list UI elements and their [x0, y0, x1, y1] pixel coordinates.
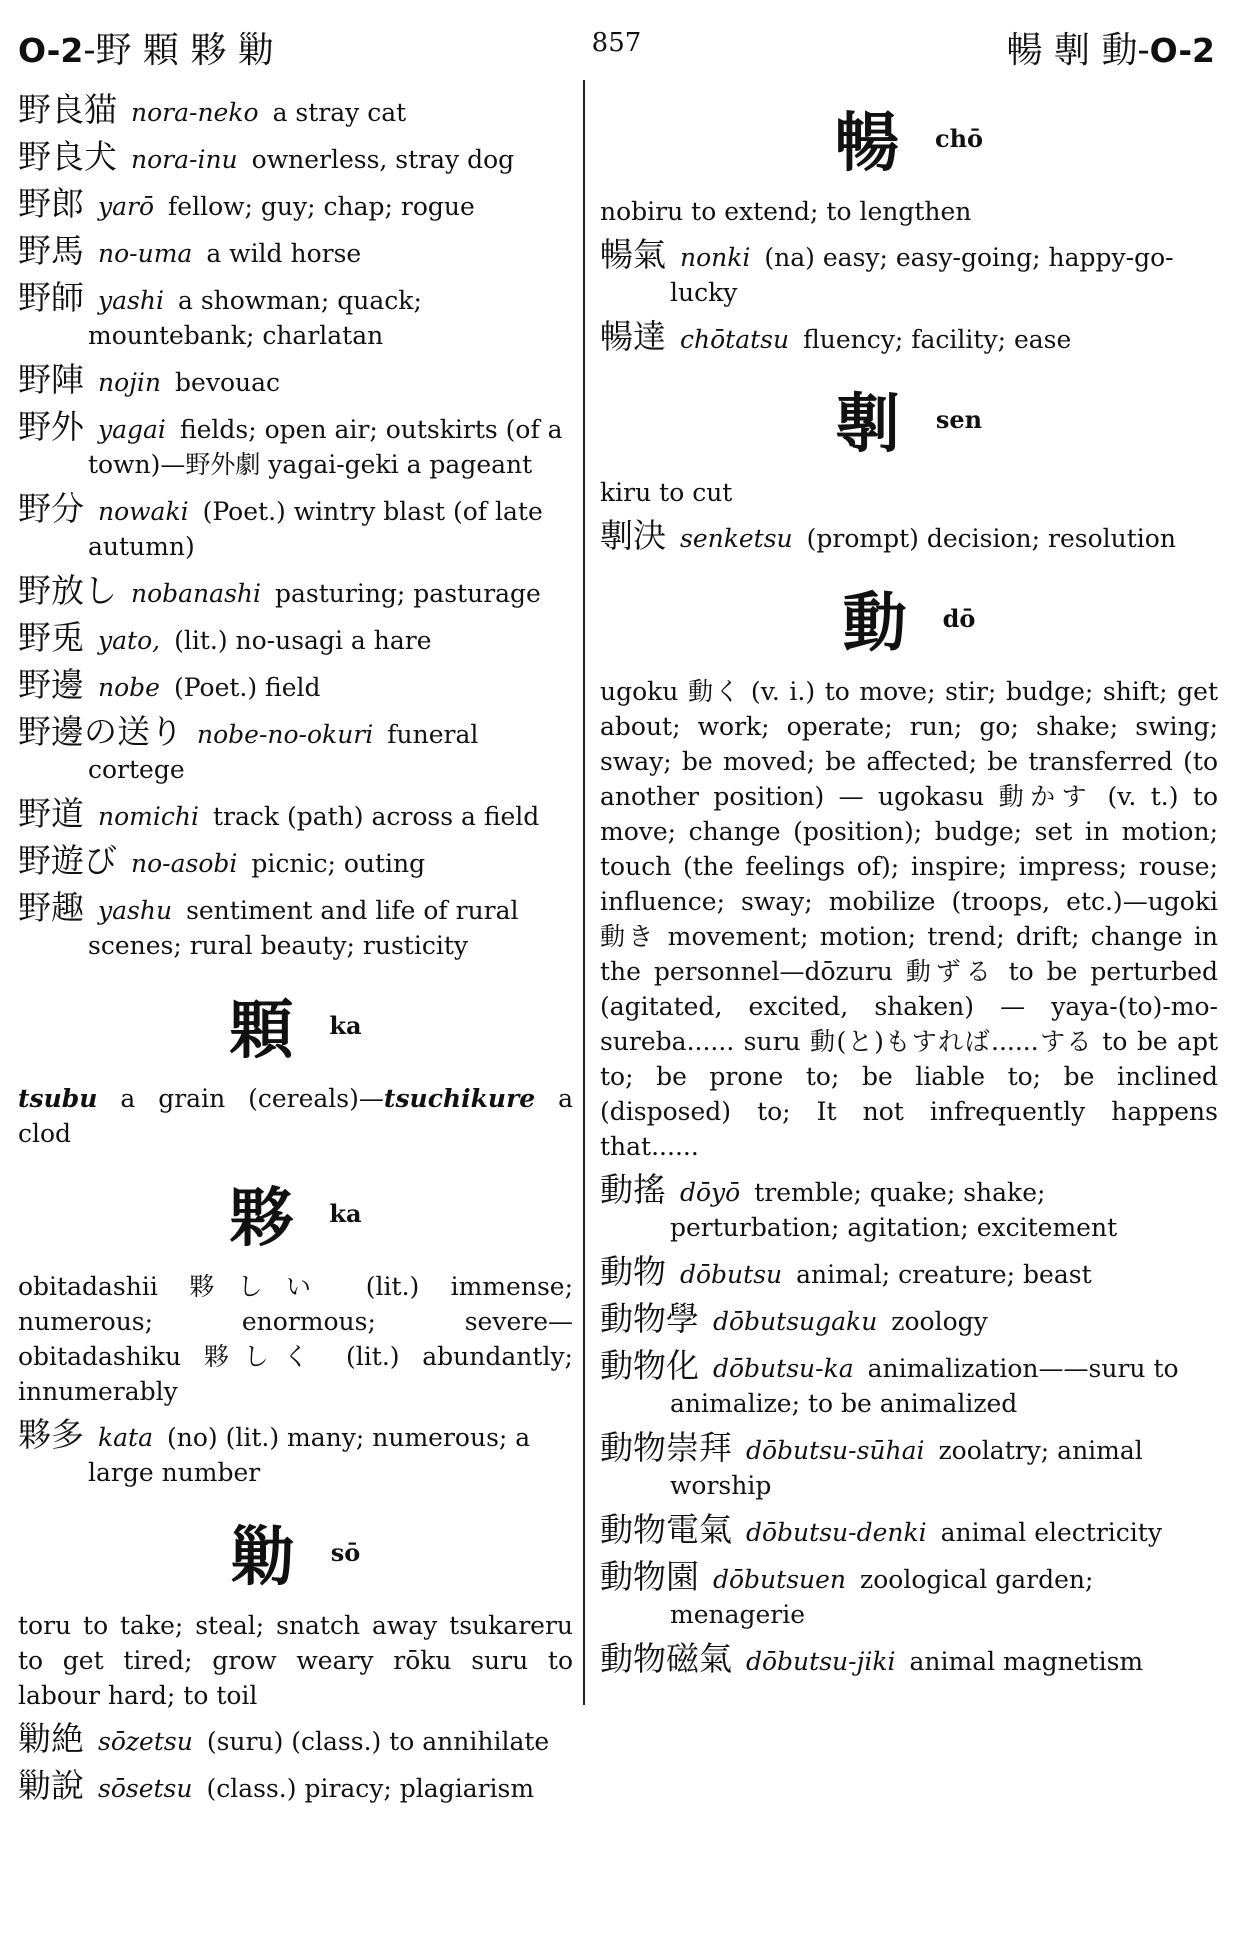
entry-reading: dōbutsuen [713, 1565, 847, 1594]
entry [18, 1721, 573, 1759]
entry-headword: 勦絶 [18, 1719, 84, 1758]
entry-definition: ownerless, stray dog [251, 145, 515, 174]
entry-reading: nojin [98, 368, 162, 397]
entry [600, 237, 1218, 310]
entry-definition: track (path) across a field [212, 802, 540, 831]
entry-headword: 野師 [18, 278, 84, 317]
entry-reading: nora-inu [131, 145, 238, 174]
entry-reading: nobe [98, 673, 160, 702]
entry [18, 409, 573, 482]
entry [600, 1430, 1218, 1503]
entry-reading: nora-neko [131, 98, 259, 127]
section-kanji: 夥 [229, 1182, 294, 1256]
entry-definition: (suru) (class.) to annihilate [206, 1727, 550, 1756]
entry-reading: dōbutsu-ka [713, 1354, 854, 1383]
section-kanji: 勦 [230, 1521, 295, 1595]
entry-reading: sōzetsu [98, 1727, 193, 1756]
section-kanji: 顆 [229, 994, 294, 1068]
entry-definition: a showman; quack; mountebank; charlatan [88, 286, 422, 350]
page-number: 857 [591, 28, 642, 58]
entry-definition: sentiment and life of rural scenes; rural beauty; rusticity [88, 896, 519, 960]
entry-headword: 野外 [18, 407, 84, 446]
definition-text: a grain (cereals)— [97, 1084, 384, 1113]
entry-reading: senketsu [680, 524, 793, 553]
entry-definition: funeral cortege [88, 720, 479, 784]
entry-definition: (no) (lit.) many; numerous; a large number [88, 1423, 531, 1487]
section-definition: ugoku 動く (v. i.) to move; stir; budge; shift; get about; work; operate; run; go; shake; swing; sway; be moved; be affected; be transferred (to another position) — ugokasu 動かす (v. t.) to move; change (position); budge; set in motion; touch (the feelings of); inspire; impress; rouse; influence; sway; mobilize (troops, etc.)—ugoki 動き movement; motion; trend; drift; change in the personnel—dōzuru 動ずる to be perturbed (agitated, excited, shaken) — yaya-(to)-mo-sureba...... suru 動(と)もすれば......する to be apt to; be prone to; be liable to; be inclined (disposed) to; It not infrequently happens that...... [600, 677, 1218, 1161]
entry-headword: 野馬 [18, 231, 84, 270]
entry-headword: 野邊の送り [18, 712, 183, 751]
entry-reading: no-asobi [131, 849, 238, 878]
section-kanji: 剸 [835, 388, 900, 462]
section-reading: chō [934, 123, 984, 153]
entry [18, 280, 573, 353]
section-head-sen [600, 373, 1218, 465]
entry-definition: zoological garden; menagerie [670, 1565, 1094, 1629]
entry [18, 714, 573, 787]
entry-reading: no-uma [98, 239, 193, 268]
entry [18, 667, 573, 705]
entry [600, 1512, 1218, 1550]
entry-definition: animal; creature; beast [796, 1260, 1092, 1289]
entry-definition: (na) easy; easy-going; happy-go-lucky [670, 243, 1174, 307]
section-kanji: 動 [842, 587, 907, 661]
entry-headword: 野郎 [18, 184, 84, 223]
entry-reading: nobanashi [131, 579, 261, 608]
entry-definition: pasturing; pasturage [275, 579, 541, 608]
entry-headword: 野陣 [18, 360, 84, 399]
entry-definition: (class.) piracy; plagiarism [206, 1774, 535, 1803]
definition-text: a clod [18, 1084, 573, 1148]
section-definition: kiru to cut [600, 478, 733, 507]
entry-definition: tremble; quake; shake; perturbation; agitation; excitement [670, 1178, 1118, 1242]
entry-definition: fellow; guy; chap; rogue [168, 192, 475, 221]
entry-reading: dōyō [680, 1178, 741, 1207]
entry-headword: 野分 [18, 489, 84, 528]
header-right-chars: 暢 剸 動- [1006, 30, 1150, 71]
entry-headword: 暢氣 [600, 235, 666, 274]
section-definition: nobiru to extend; to lengthen [600, 197, 972, 226]
entry [600, 1254, 1218, 1292]
entry-definition: fluency; facility; ease [803, 325, 1072, 354]
entry-headword: 野邊 [18, 665, 84, 704]
entry-definition: animal magnetism [909, 1647, 1144, 1676]
entry [18, 362, 573, 400]
entry-headword: 野放し [18, 571, 117, 610]
entry-definition: (Poet.) wintry blast (of late autumn) [88, 497, 543, 561]
entry-headword: 野趣 [18, 888, 84, 927]
header-left-chars: -野 顆 夥 勦 [83, 30, 274, 71]
entry-reading: nonki [680, 243, 751, 272]
entry-headword: 勦說 [18, 1766, 84, 1805]
entry-reading: sōsetsu [98, 1774, 193, 1803]
page-header [18, 22, 1215, 72]
entry [18, 1768, 573, 1806]
entry-reading: dōbutsu-denki [746, 1518, 927, 1547]
definition-keyword: tsuchikure [383, 1084, 536, 1113]
section-definition [18, 1081, 573, 1151]
entry-reading: yarō [98, 192, 155, 221]
entry-headword: 野良犬 [18, 137, 117, 176]
entry [18, 186, 573, 224]
entry-reading: yashu [98, 896, 173, 925]
entry-headword: 野道 [18, 794, 84, 833]
entry [18, 573, 573, 611]
entry [18, 92, 573, 130]
section-head-ka2 [18, 1167, 573, 1259]
column-divider [583, 80, 585, 1705]
entry-definition: animalization——suru to animalize; to be animalized [670, 1354, 1179, 1418]
entry-reading: kata [98, 1423, 154, 1452]
entry [18, 233, 573, 271]
section-definition: obitadashii 夥しい (lit.) immense; numerous; enormous; severe—obitadashiku 夥しく (lit.) abundantly; innumerably [18, 1272, 573, 1406]
section-reading: ka [329, 1010, 362, 1040]
section-head-so [18, 1506, 573, 1598]
entry [18, 843, 573, 881]
entry [600, 1348, 1218, 1421]
entry [18, 620, 573, 658]
entry-headword: 暢達 [600, 317, 666, 356]
entry [18, 890, 573, 963]
header-right-code: O-2 [1149, 31, 1215, 70]
entry [18, 139, 573, 177]
entry-definition: picnic; outing [251, 849, 426, 878]
entry-headword: 野良猫 [18, 90, 117, 129]
entry-reading: chōtatsu [680, 325, 790, 354]
section-head-do [600, 572, 1218, 664]
entry-reading: nobe-no-okuri [197, 720, 374, 749]
left-column [18, 92, 573, 1815]
section-head-ka [18, 979, 573, 1071]
entry-reading: yato, [98, 626, 161, 655]
entry-definition: animal electricity [940, 1518, 1162, 1547]
entry-definition: (prompt) decision; resolution [806, 524, 1176, 553]
header-right [1007, 22, 1215, 73]
entry [18, 1417, 573, 1490]
section-reading: ka [329, 1198, 362, 1228]
entry-definition: zoolatry; animal worship [670, 1436, 1143, 1500]
entry-headword: 動物化 [600, 1346, 699, 1385]
entry [600, 518, 1218, 556]
right-column [600, 92, 1218, 1688]
entry-headword: 剸決 [600, 516, 666, 555]
section-definition: toru to take; steal; snatch away tsukareru to get tired; grow weary rōku suru to labour hard; to toil [18, 1611, 573, 1710]
entry-headword: 動物學 [600, 1299, 699, 1338]
entry-reading: yagai [98, 415, 166, 444]
entry-headword: 動物電氣 [600, 1510, 732, 1549]
entry-reading: nowaki [98, 497, 189, 526]
section-kanji: 暢 [834, 107, 899, 181]
entry [18, 491, 573, 564]
entry-definition: zoology [891, 1307, 988, 1336]
definition-keyword: tsubu [18, 1084, 98, 1113]
entry [600, 1301, 1218, 1339]
entry-headword: 動搖 [600, 1170, 666, 1209]
section-reading: sen [935, 404, 983, 434]
entry-headword: 動物磁氣 [600, 1639, 732, 1678]
entry-headword: 野兎 [18, 618, 84, 657]
entry-headword: 動物 [600, 1252, 666, 1291]
entry-definition: a stray cat [272, 98, 407, 127]
entry-headword: 野遊び [18, 841, 117, 880]
entry [600, 319, 1218, 357]
entry [600, 1641, 1218, 1679]
entry-reading: dōbutsu-sūhai [746, 1436, 925, 1465]
entry-headword: 動物園 [600, 1557, 699, 1596]
section-head-cho [600, 92, 1218, 184]
entry-definition: fields; open air; outskirts (of a town)—野外劇 yagai-geki a pageant [88, 415, 563, 479]
entry-reading: yashi [98, 286, 164, 315]
entry-reading: dōbutsugaku [713, 1307, 878, 1336]
entry-reading: nomichi [98, 802, 199, 831]
entry-reading: dōbutsu-jiki [746, 1647, 896, 1676]
entry-definition: a wild horse [206, 239, 362, 268]
entry-definition: bevouac [175, 368, 280, 397]
entry [18, 796, 573, 834]
entry-headword: 動物崇拜 [600, 1428, 732, 1467]
header-left-code: O-2 [18, 31, 84, 70]
entry-headword: 夥多 [18, 1415, 84, 1454]
entry-definition: (lit.) no-usagi a hare [174, 626, 432, 655]
entry-definition: (Poet.) field [173, 673, 321, 702]
entry [600, 1559, 1218, 1632]
entry-reading: dōbutsu [680, 1260, 783, 1289]
section-reading: dō [942, 603, 976, 633]
entry [600, 1172, 1218, 1245]
section-reading: sō [330, 1537, 361, 1567]
